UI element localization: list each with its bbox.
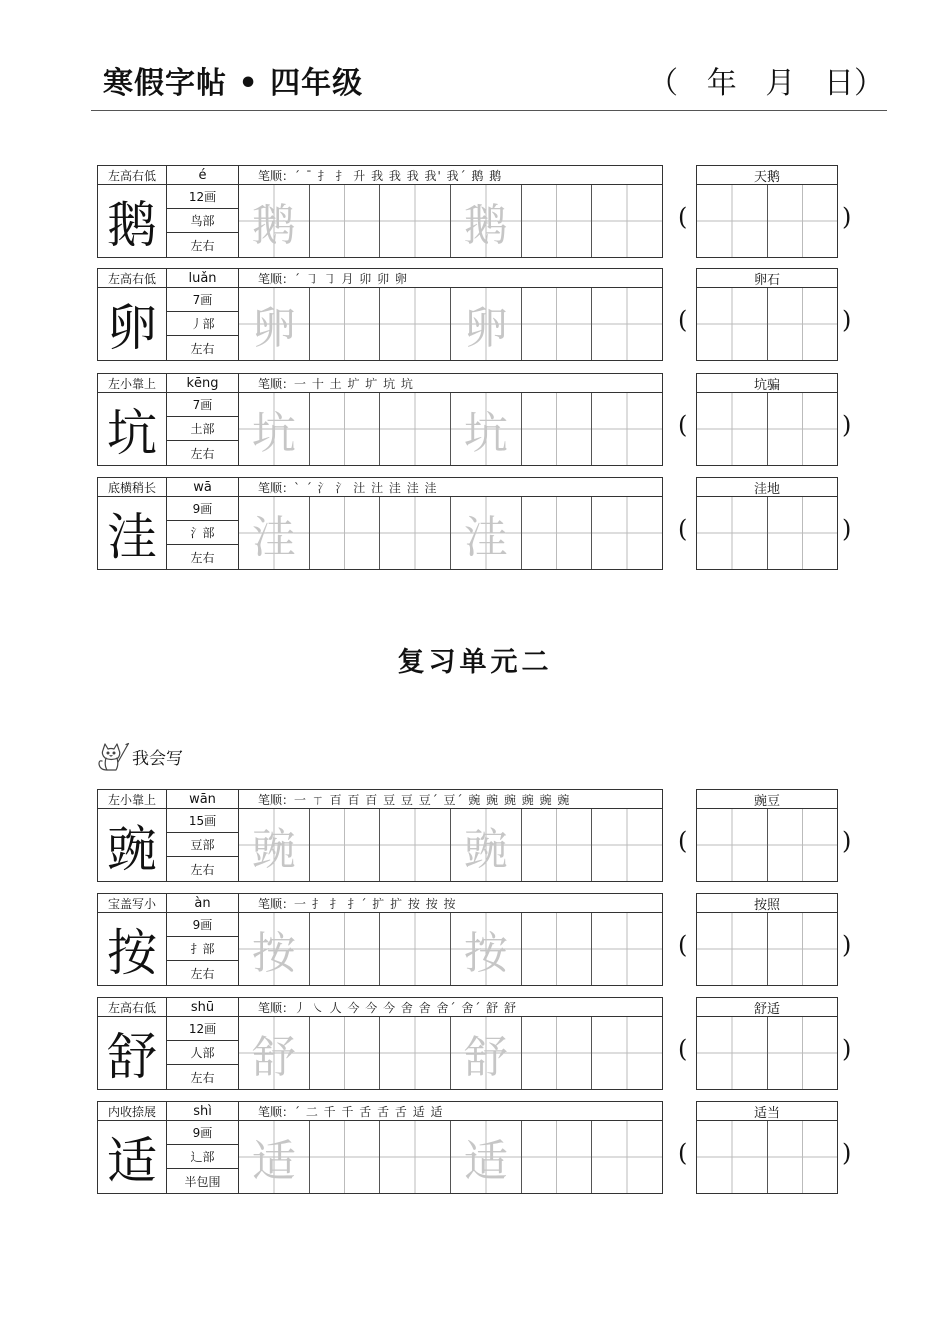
practice-grid: [239, 913, 662, 985]
practice-box[interactable]: [310, 913, 381, 985]
writing-hint: 左小靠上: [98, 790, 167, 809]
model-character: 适: [98, 1121, 167, 1193]
practice-grid: [239, 393, 662, 465]
practice-box[interactable]: [592, 913, 662, 985]
practice-box[interactable]: [310, 1017, 381, 1089]
right-paren: ): [842, 411, 852, 439]
trace-box[interactable]: [239, 913, 310, 985]
word-practice-box[interactable]: [768, 913, 838, 985]
practice-box[interactable]: [522, 913, 593, 985]
practice-box[interactable]: [380, 393, 451, 465]
practice-box[interactable]: [592, 1121, 662, 1193]
word-label: 天鹅: [697, 166, 837, 185]
character-card: [97, 1101, 852, 1194]
stroke-order-sequence: ˊ ˉ 扌 扌 升 我 我 我 我' 我ˊ 鹅 鹅: [294, 168, 503, 183]
stroke-order-label: 笔顺：: [258, 896, 295, 911]
radical: 土部: [167, 417, 239, 441]
word-box: [696, 165, 838, 258]
word-grid: [697, 913, 837, 985]
subheading-label: 我会写: [132, 748, 183, 769]
left-paren: (: [678, 931, 688, 959]
trace-box[interactable]: [451, 1121, 522, 1193]
right-paren: ): [842, 515, 852, 543]
trace-box[interactable]: [451, 185, 522, 257]
stroke-order-label: 笔顺：: [258, 480, 295, 495]
character-card: [97, 997, 852, 1090]
character-card: [97, 165, 852, 258]
trace-character: 卵: [463, 303, 508, 354]
model-character: 鹅: [98, 185, 167, 257]
stroke-order-label: 笔顺：: [258, 271, 295, 286]
section-title: 复习单元二: [397, 647, 553, 678]
word-grid: [697, 185, 837, 257]
word-practice-box[interactable]: [768, 185, 838, 257]
trace-box[interactable]: [239, 809, 310, 881]
trace-character: 卵: [251, 303, 296, 354]
word-grid: [697, 1017, 837, 1089]
practice-box[interactable]: [522, 393, 593, 465]
radical: 扌部: [167, 937, 239, 961]
character-table: [97, 373, 663, 466]
stroke-order: [239, 998, 662, 1017]
radical: 人部: [167, 1041, 239, 1065]
stroke-order-label: 笔顺：: [258, 1104, 295, 1119]
trace-box[interactable]: [239, 393, 310, 465]
practice-box[interactable]: [522, 1017, 593, 1089]
practice-box[interactable]: [592, 497, 662, 569]
right-paren: ): [842, 1139, 852, 1167]
stroke-order-sequence: 一 十 土 圹 圹 坑 坑: [294, 376, 414, 391]
practice-grid: [239, 497, 662, 569]
practice-grid: [239, 185, 662, 257]
practice-box[interactable]: [310, 809, 381, 881]
structure: 左右: [167, 961, 239, 985]
practice-box[interactable]: [592, 393, 662, 465]
trace-character: 鹅: [463, 200, 508, 251]
left-paren: (: [678, 1139, 688, 1167]
model-character: 卵: [98, 288, 167, 360]
left-paren: (: [678, 411, 688, 439]
writing-hint: 底横稍长: [98, 478, 167, 497]
pinyin: shì: [167, 1102, 239, 1121]
trace-character: 洼: [251, 512, 296, 563]
left-paren: (: [678, 515, 688, 543]
stroke-order-sequence: 丿 ㇏ 人 今 今 今 舍 舍 舍ˊ 舍ˊ 舒 舒: [294, 1000, 517, 1015]
trace-box[interactable]: [451, 913, 522, 985]
practice-box[interactable]: [592, 809, 662, 881]
word-grid: [697, 497, 837, 569]
radical: 鸟部: [167, 209, 239, 233]
stroke-order-sequence: 一 扌 扌 扌ˊ 扩 扩 按 按 按: [294, 896, 457, 911]
character-card: [97, 373, 852, 466]
character-card: [97, 893, 852, 986]
trace-character: 舒: [251, 1032, 296, 1083]
trace-character: 按: [463, 928, 508, 979]
character-table: [97, 268, 663, 361]
trace-box[interactable]: [239, 1121, 310, 1193]
radical: 豆部: [167, 833, 239, 857]
practice-box[interactable]: [592, 1017, 662, 1089]
word-grid: [697, 1121, 837, 1193]
practice-box[interactable]: [310, 393, 381, 465]
practice-box[interactable]: [380, 497, 451, 569]
stroke-order: [239, 269, 662, 288]
trace-box[interactable]: [451, 288, 522, 360]
word-grid: [697, 809, 837, 881]
word-label: 按照: [697, 894, 837, 913]
character-table: [97, 1101, 663, 1194]
practice-box[interactable]: [522, 497, 593, 569]
stroke-count: 9画: [167, 913, 239, 937]
word-box: [696, 268, 838, 361]
stroke-order: [239, 478, 662, 497]
trace-box[interactable]: [239, 288, 310, 360]
practice-box[interactable]: [310, 1121, 381, 1193]
model-character: 坑: [98, 393, 167, 465]
right-paren: ): [842, 1035, 852, 1063]
left-paren: (: [678, 306, 688, 334]
stroke-order-sequence: 一 ㄒ 百 百 百 豆 豆 豆ˊ 豆ˊ 豌 豌 豌 豌 豌 豌: [294, 792, 571, 807]
practice-box[interactable]: [380, 1121, 451, 1193]
stroke-count: 15画: [167, 809, 239, 833]
pinyin: àn: [167, 894, 239, 913]
model-character: 舒: [98, 1017, 167, 1089]
word-label: 卵石: [697, 269, 837, 288]
header-divider: [91, 110, 887, 111]
cat-pencil-icon: [96, 740, 130, 772]
radical: 辶部: [167, 1145, 239, 1169]
left-paren: (: [678, 827, 688, 855]
stroke-count: 9画: [167, 497, 239, 521]
character-table: [97, 997, 663, 1090]
radical: 丿部: [167, 312, 239, 336]
pinyin: shū: [167, 998, 239, 1017]
character-table: [97, 165, 663, 258]
trace-character: 坑: [251, 408, 296, 459]
trace-box[interactable]: [451, 393, 522, 465]
practice-box[interactable]: [522, 809, 593, 881]
practice-grid: [239, 288, 662, 360]
stroke-order-sequence: ˊ ㇆ ㇆ 月 卯 卯 卵: [294, 271, 408, 286]
left-paren: (: [678, 203, 688, 231]
word-box: [696, 373, 838, 466]
trace-character: 洼: [463, 512, 508, 563]
word-practice-box[interactable]: [768, 393, 838, 465]
stroke-count: 7画: [167, 393, 239, 417]
structure: 左右: [167, 441, 239, 465]
structure: 左右: [167, 1065, 239, 1089]
word-box: [696, 477, 838, 570]
structure: 左右: [167, 857, 239, 881]
practice-box[interactable]: [380, 809, 451, 881]
stroke-order-sequence: ˋ ˊ 氵 氵 汢 汢 洼 洼 洼: [294, 480, 438, 495]
trace-box[interactable]: [239, 1017, 310, 1089]
model-character: 豌: [98, 809, 167, 881]
word-box: [696, 789, 838, 882]
date-field: （ 年 月 日）: [648, 66, 884, 101]
trace-box[interactable]: [451, 497, 522, 569]
stroke-order-label: 笔顺：: [258, 168, 295, 183]
word-box: [696, 893, 838, 986]
practice-box[interactable]: [380, 185, 451, 257]
practice-box[interactable]: [592, 185, 662, 257]
stroke-order: [239, 790, 662, 809]
practice-grid: [239, 809, 662, 881]
trace-character: 豌: [463, 824, 508, 875]
trace-character: 适: [463, 1136, 508, 1187]
practice-box[interactable]: [310, 288, 381, 360]
character-card: [97, 268, 852, 361]
pinyin: é: [167, 166, 239, 185]
practice-box[interactable]: [522, 1121, 593, 1193]
character-card: [97, 789, 852, 882]
stroke-count: 9画: [167, 1121, 239, 1145]
subheading: [96, 740, 183, 772]
word-practice-box[interactable]: [768, 288, 838, 360]
trace-box[interactable]: [239, 185, 310, 257]
stroke-order-label: 笔顺：: [258, 792, 295, 807]
word-box: [696, 997, 838, 1090]
trace-character: 舒: [463, 1032, 508, 1083]
trace-character: 坑: [463, 408, 508, 459]
practice-box[interactable]: [380, 288, 451, 360]
practice-box[interactable]: [380, 913, 451, 985]
left-paren: (: [678, 1035, 688, 1063]
character-table: [97, 893, 663, 986]
stroke-count: 12画: [167, 1017, 239, 1041]
structure: 左右: [167, 233, 239, 257]
stroke-order: [239, 894, 662, 913]
word-practice-box[interactable]: [768, 497, 838, 569]
word-practice-box[interactable]: [697, 185, 768, 257]
trace-character: 鹅: [251, 200, 296, 251]
word-practice-box[interactable]: [768, 1017, 838, 1089]
model-character: 按: [98, 913, 167, 985]
writing-hint: 左高右低: [98, 998, 167, 1017]
page-title: 寒假字帖 • 四年级: [103, 66, 364, 101]
practice-grid: [239, 1017, 662, 1089]
practice-box[interactable]: [310, 185, 381, 257]
trace-box[interactable]: [239, 497, 310, 569]
structure: 左右: [167, 545, 239, 569]
practice-grid: [239, 1121, 662, 1193]
pinyin: kēng: [167, 374, 239, 393]
stroke-order: [239, 1102, 662, 1121]
word-label: 舒适: [697, 998, 837, 1017]
structure: 左右: [167, 336, 239, 360]
right-paren: ): [842, 931, 852, 959]
right-paren: ): [842, 203, 852, 231]
practice-box[interactable]: [592, 288, 662, 360]
stroke-count: 7画: [167, 288, 239, 312]
right-paren: ): [842, 827, 852, 855]
trace-character: 适: [251, 1136, 296, 1187]
word-practice-box[interactable]: [697, 288, 768, 360]
pinyin: luǎn: [167, 269, 239, 288]
word-practice-box[interactable]: [768, 1121, 838, 1193]
writing-hint: 宝盖写小: [98, 894, 167, 913]
stroke-count: 12画: [167, 185, 239, 209]
word-practice-box[interactable]: [697, 393, 768, 465]
character-card: [97, 477, 852, 570]
writing-hint: 内收捺展: [98, 1102, 167, 1121]
pinyin: wān: [167, 790, 239, 809]
writing-hint: 左小靠上: [98, 374, 167, 393]
word-label: 洼地: [697, 478, 837, 497]
word-label: 坑骗: [697, 374, 837, 393]
word-practice-box[interactable]: [768, 809, 838, 881]
stroke-order-sequence: ˊ 二 千 千 舌 舌 舌 适 适: [294, 1104, 444, 1119]
trace-character: 按: [251, 928, 296, 979]
practice-box[interactable]: [310, 497, 381, 569]
radical: 氵部: [167, 521, 239, 545]
trace-character: 豌: [251, 824, 296, 875]
model-character: 洼: [98, 497, 167, 569]
character-table: [97, 477, 663, 570]
right-paren: ): [842, 306, 852, 334]
word-grid: [697, 288, 837, 360]
word-label: 适当: [697, 1102, 837, 1121]
word-practice-box[interactable]: [697, 1121, 768, 1193]
word-box: [696, 1101, 838, 1194]
word-practice-box[interactable]: [697, 497, 768, 569]
practice-box[interactable]: [380, 1017, 451, 1089]
structure: 半包围: [167, 1169, 239, 1193]
trace-box[interactable]: [451, 1017, 522, 1089]
word-practice-box[interactable]: [697, 1017, 768, 1089]
pinyin: wā: [167, 478, 239, 497]
stroke-order-label: 笔顺：: [258, 376, 295, 391]
practice-box[interactable]: [522, 185, 593, 257]
writing-hint: 左高右低: [98, 166, 167, 185]
word-practice-box[interactable]: [697, 809, 768, 881]
stroke-order-label: 笔顺：: [258, 1000, 295, 1015]
word-grid: [697, 393, 837, 465]
writing-hint: 左高右低: [98, 269, 167, 288]
word-label: 豌豆: [697, 790, 837, 809]
trace-box[interactable]: [451, 809, 522, 881]
stroke-order: [239, 166, 662, 185]
word-practice-box[interactable]: [697, 913, 768, 985]
practice-box[interactable]: [522, 288, 593, 360]
character-table: [97, 789, 663, 882]
stroke-order: [239, 374, 662, 393]
